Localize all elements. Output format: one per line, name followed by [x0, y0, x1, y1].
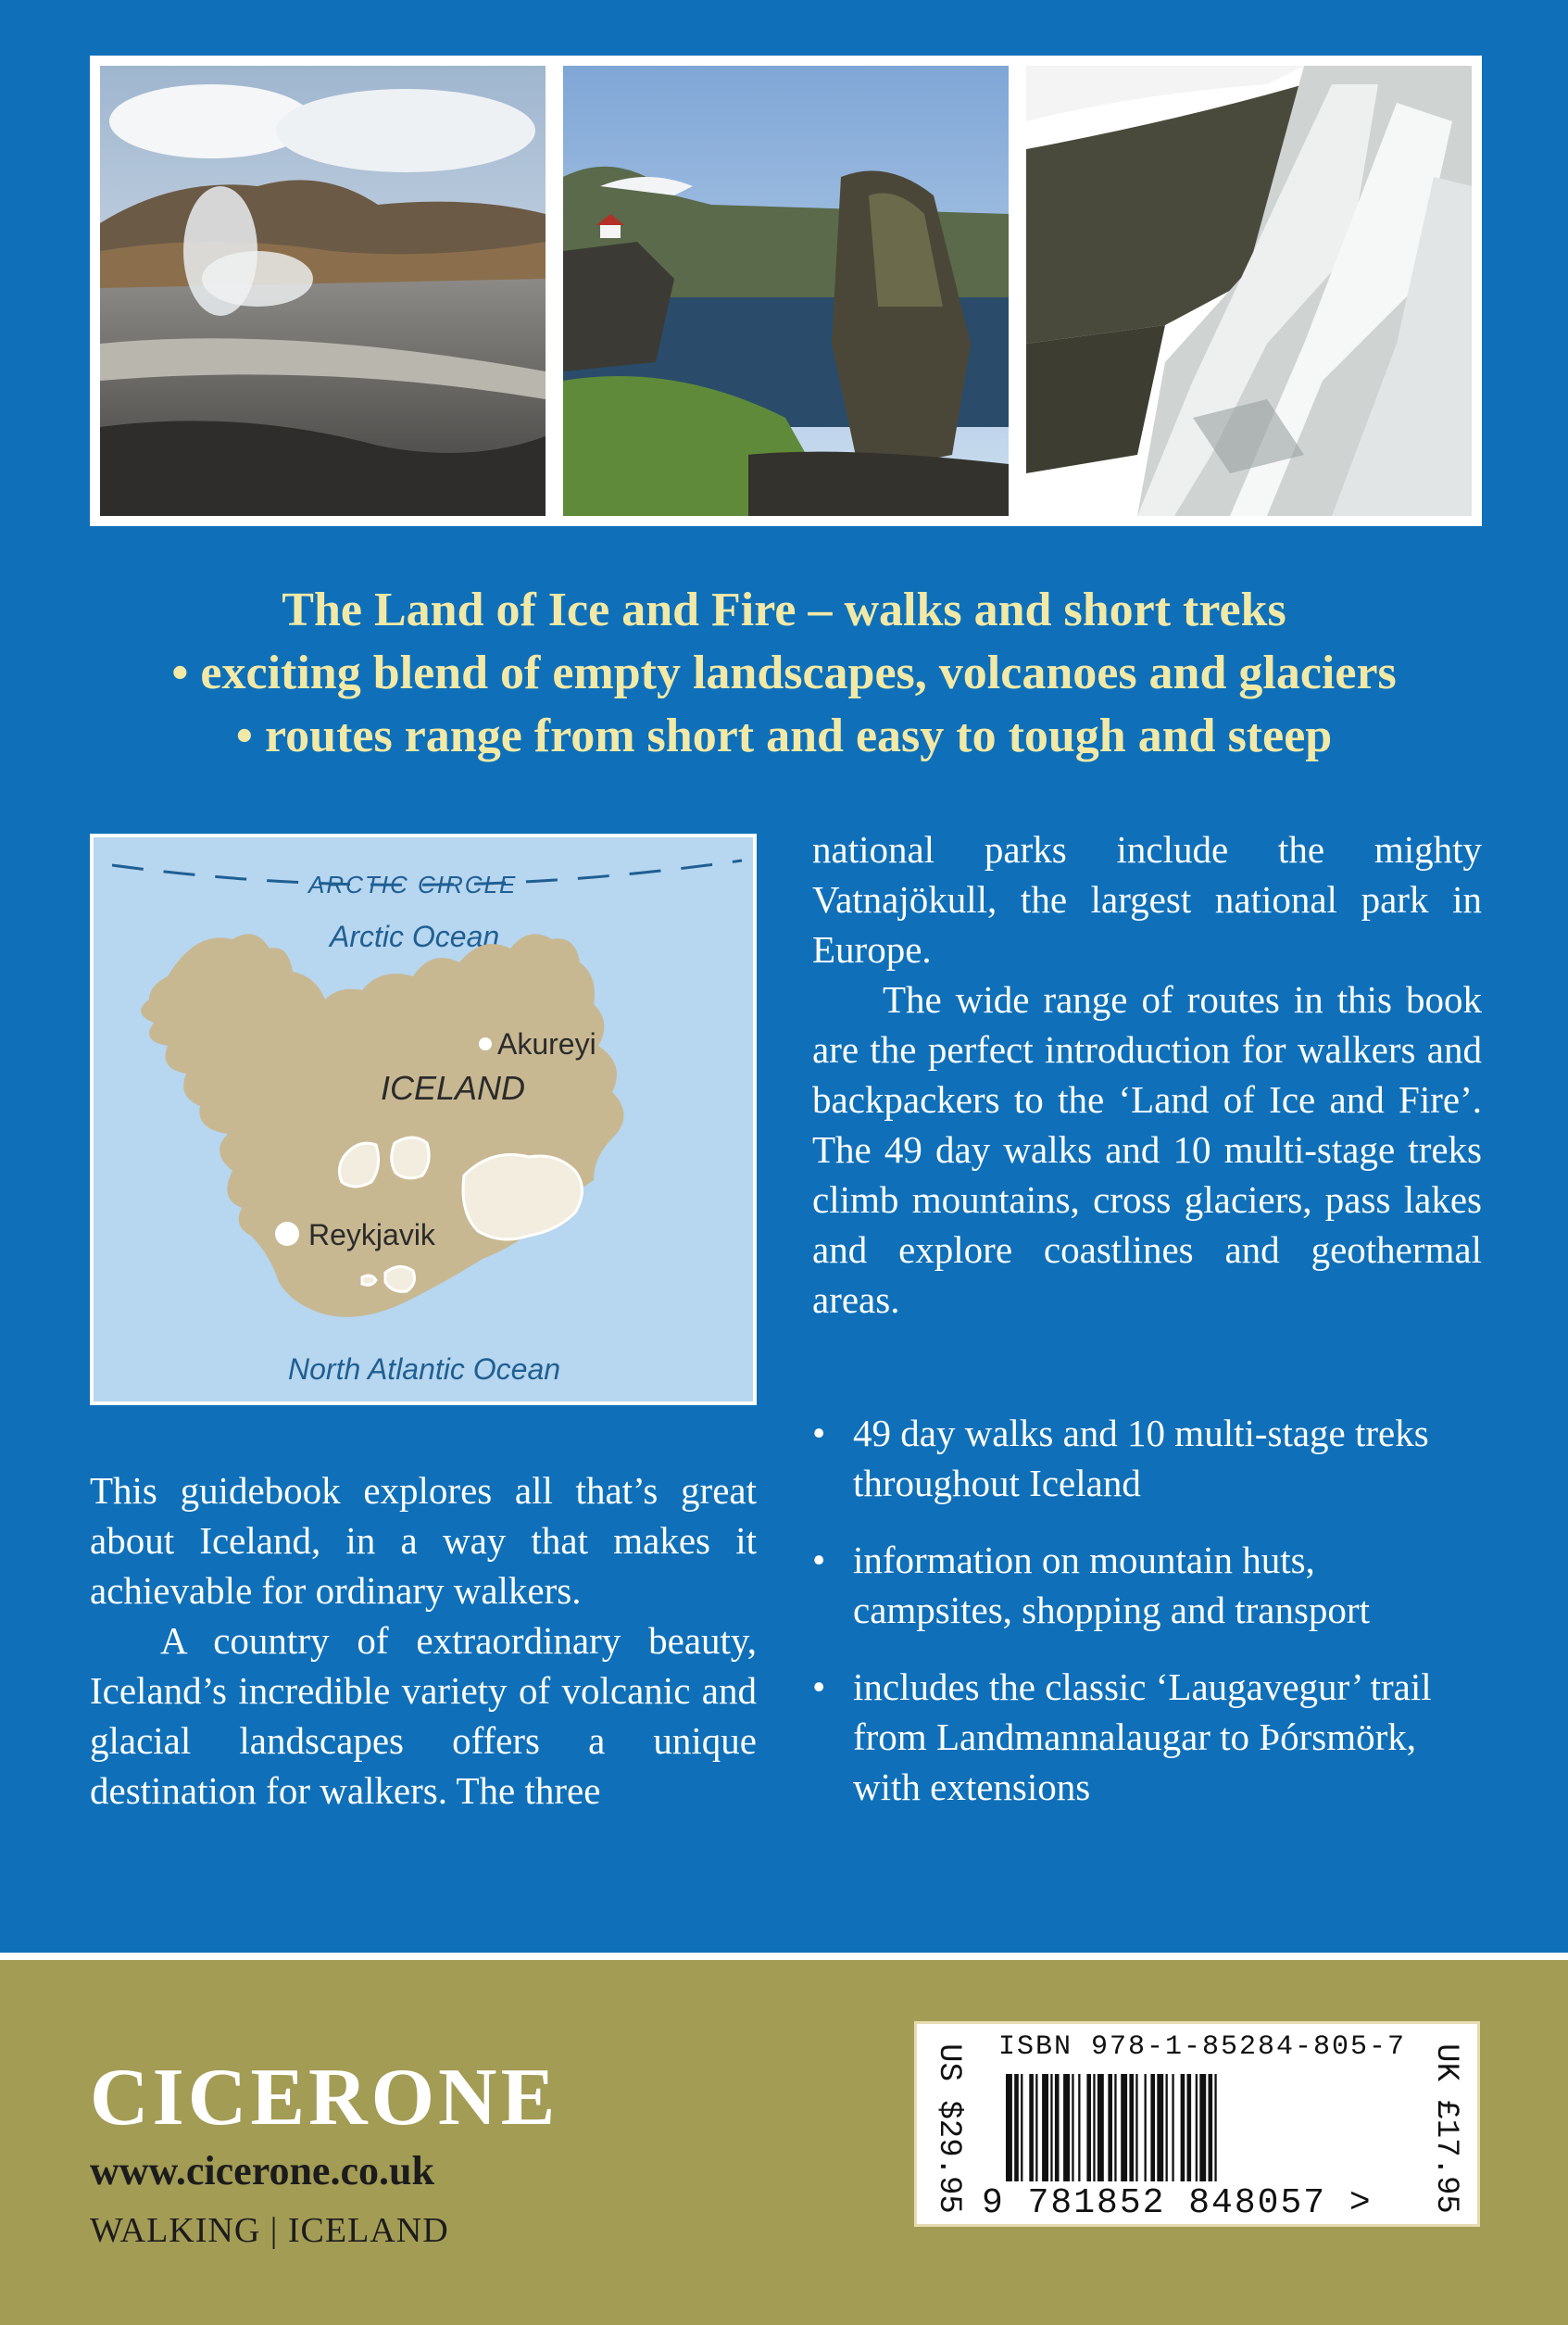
coastal-basalt-rock-photo — [563, 66, 1009, 516]
arctic-ocean-label: Arctic Ocean — [330, 920, 500, 953]
arctic-circle-label: ARCTIC CIRCLE — [308, 871, 518, 899]
bullet-text: information on mountain huts, campsites, shopping and transport — [853, 1539, 1370, 1631]
highlight-line: The Land of Ice and Fire – walks and short treks — [282, 584, 1286, 636]
publisher-logo: CICERONE — [90, 2053, 559, 2143]
highlight-line: • routes range from short and easy to tough and steep — [235, 710, 1333, 762]
bullet-icon: • — [812, 1539, 826, 1581]
divider — [0, 1953, 1568, 1960]
barcode-icon — [1006, 2074, 1376, 2181]
paragraph: A country of extraordinary beauty, Iceland’s incredible variety of volcanic and glacial landscapes offers a unique destination for walkers. The three — [90, 1619, 757, 1812]
paragraph: This guidebook explores all that’s great about Iceland, in a way that makes it achievable for ordinary walkers. — [90, 1469, 757, 1612]
bullet-item — [812, 1662, 1482, 1812]
ean-number: 9 781852 848057 > — [982, 2183, 1373, 2223]
bullet-text: includes the classic ‘Laugavegur’ trail from Landmannalaugar to Þórsmörk, with extensions — [853, 1665, 1432, 1808]
price-us: US $29.95 — [931, 2043, 966, 2214]
bullet-item — [812, 1535, 1482, 1635]
geothermal-steam-photo — [100, 66, 546, 516]
feature-bullets — [812, 1408, 1482, 1839]
bullet-item — [812, 1408, 1482, 1508]
price-uk: UK £17.95 — [1428, 2043, 1463, 2214]
publisher-url[interactable]: www.cicerone.co.uk — [90, 2148, 434, 2193]
barcode-panel — [914, 2021, 1480, 2227]
left-column-text — [90, 1465, 757, 1816]
series-label: WALKING | ICELAND — [90, 2211, 449, 2250]
paragraph: national parks include the mighty Vatnajökull, the largest national park in Europe. — [812, 828, 1482, 971]
photo-strip — [90, 56, 1482, 526]
bullet-icon: • — [812, 1665, 826, 1708]
highlight-line: • exciting blend of empty landscapes, volcanoes and glaciers — [171, 647, 1397, 699]
akureyi-label: Akureyi — [497, 1027, 596, 1061]
reykjavik-label: Reykjavik — [308, 1218, 435, 1251]
bullet-text: 49 day walks and 10 multi-stage treks throughout Iceland — [853, 1412, 1429, 1504]
right-column-text — [812, 824, 1482, 1325]
iceland-label: ICELAND — [381, 1069, 526, 1107]
bullet-icon: • — [812, 1412, 826, 1454]
paragraph: The wide range of routes in this book are the perfect introduction for walkers and backpackers to the ‘Land of Ice and Fire’. The 49 day walks and 10 multi-stage treks climb mountains, cross glaciers, pass lakes and explore coastlines and geothermal areas. — [812, 978, 1482, 1321]
iceland-map — [90, 834, 757, 1405]
isbn-number: ISBN 978-1-85284-805-7 — [998, 2031, 1407, 2063]
highlights — [56, 579, 1512, 768]
iceland-landmass — [141, 934, 623, 1316]
waterfall-photo — [1026, 66, 1472, 516]
north-atlantic-label: North Atlantic Ocean — [288, 1352, 561, 1386]
